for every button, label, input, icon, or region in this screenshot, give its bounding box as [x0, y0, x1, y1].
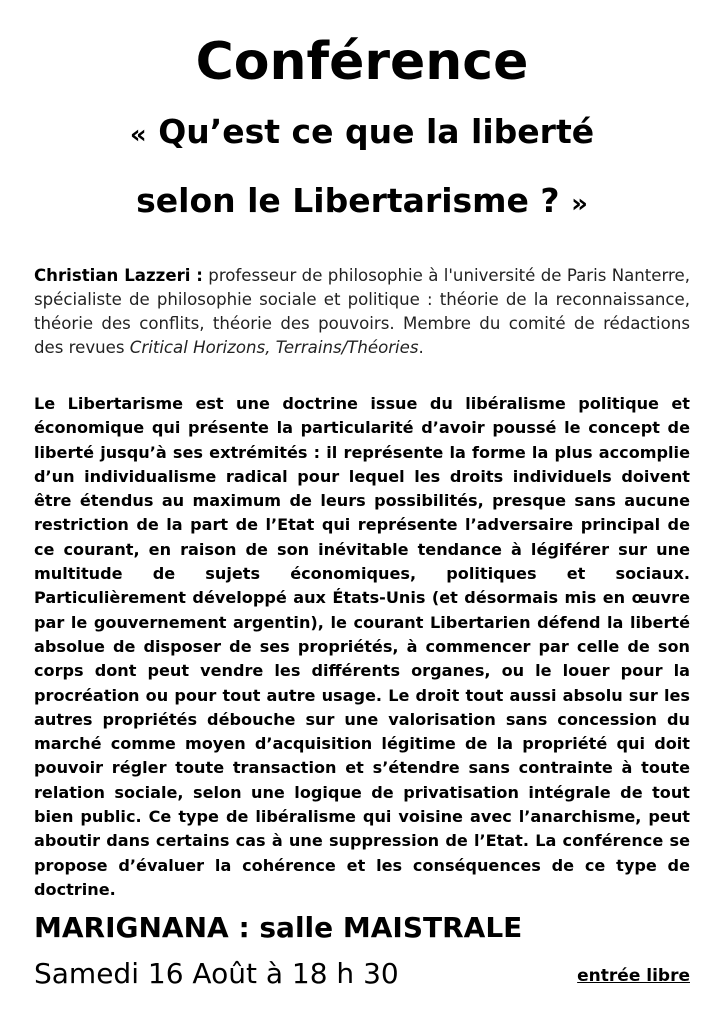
subtitle-line-1	[0, 108, 724, 159]
subtitle-text-2: selon le Libertarisme ?	[136, 181, 560, 220]
speaker-bio-end: .	[418, 338, 424, 357]
event-venue: MARIGNANA : salle MAISTRALE	[34, 911, 523, 944]
subtitle-line-2	[0, 177, 724, 228]
subtitle-text-1: Qu’est ce que la liberté	[158, 112, 595, 151]
speaker-bio	[34, 264, 690, 360]
speaker-name: Christian Lazzeri :	[34, 266, 203, 285]
event-date: Samedi 16 Août à 18 h 30	[34, 957, 399, 990]
page-title: Conférence	[195, 32, 529, 92]
speaker-bio-text: professeur de philosophie à l'université de Paris Nanterre, spécialiste de philosophie sociale et politique : théorie de la reconnaissance, théorie des conflits, théorie des pouvoirs. Membre du comité de rédactions des revues	[34, 266, 690, 357]
speaker-journals: Critical Horizons, Terrains/Théories	[129, 338, 419, 357]
entry-note: entrée libre	[577, 966, 690, 986]
conference-description: Le Libertarisme est une doctrine issue du libéralisme politique et économique qui présente la particularité d’avoir poussé le concept de liberté jusqu’à ses extrémités : il représente la forme la plus accomplie d’un individualisme radical pour lequel les droits individuels doivent être étendus au maximum de leurs possibilités, presque sans aucune restriction de la part de l’Etat qui représente l’adversaire principal de ce courant, en raison de son inévitable tendance à légiférer sur une multitude de sujets économiques, politiques et sociaux. Particulièrement développé aux États-Unis (et désormais mis en œuvre par le gouvernement argentin), le courant Libertarien défend la liberté absolue de disposer de ses propriétés, à commencer par celle de son corps dont peut vendre les différents organes, ou le louer pour la procréation ou pour tout autre usage. Le droit tout aussi absolu sur les autres propriétés débouche sur une valorisation sans concession du marché comme moyen d’acquisition légitime de la propriété qui doit pouvoir régler toute transaction et s’étendre sans contrainte à toute relation sociale, selon une logique de privatisation intégrale de tout bien public. Ce type de libéralisme qui voisine avec l’anarchisme, peut aboutir dans certains cas à une suppression de l’Etat. La conférence se propose d’évaluer la cohérence et les conséquences de ce type de doctrine.	[34, 394, 690, 899]
open-quote: «	[129, 120, 147, 150]
conference-subtitle	[0, 108, 724, 228]
close-quote: »	[571, 189, 588, 219]
